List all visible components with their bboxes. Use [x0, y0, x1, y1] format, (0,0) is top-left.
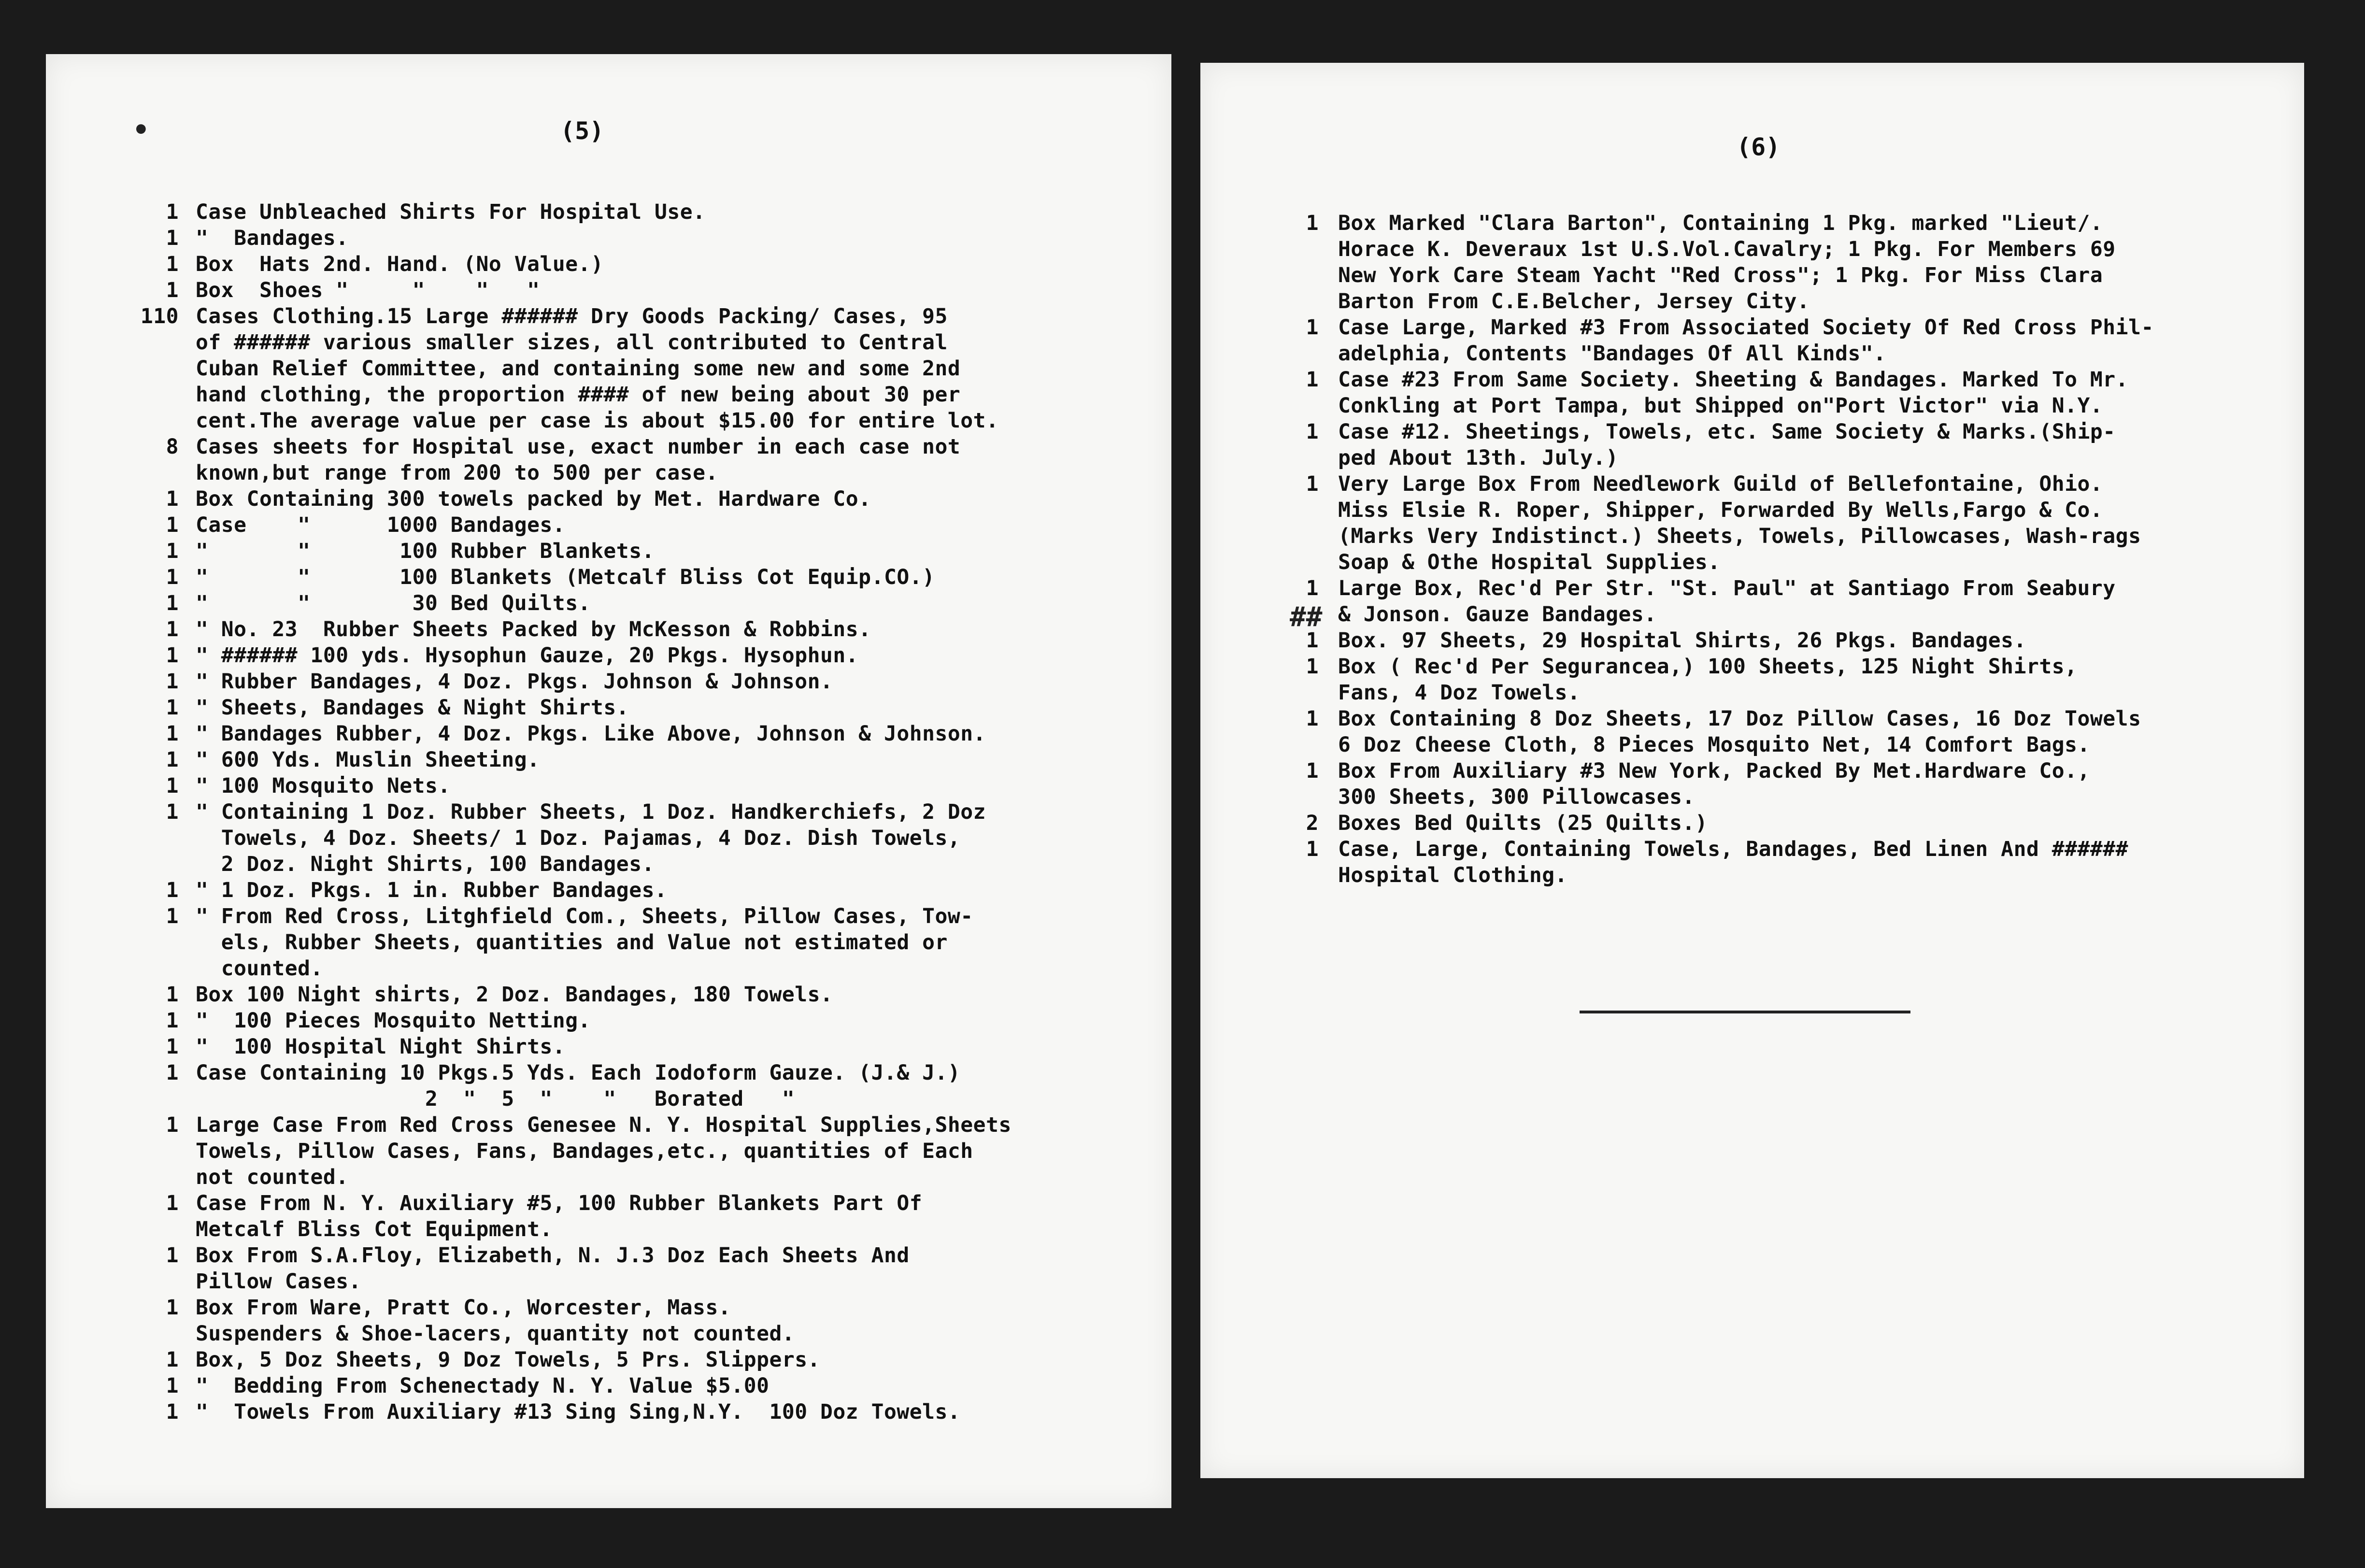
ledger-entry: [46, 669, 1171, 695]
entry-description: [196, 303, 1171, 434]
entry-line: Very Large Box From Needlework Guild of Bellefontaine, Ohio.: [1338, 472, 2103, 496]
entry-quantity: 1: [166, 278, 179, 302]
ledger-entry: [1200, 627, 2304, 654]
entry-quantity: 1: [1306, 420, 1319, 444]
entry-quantity: 1: [166, 226, 179, 250]
entry-quantity: 1: [166, 800, 179, 824]
entry-quantity: 1: [166, 774, 179, 798]
entry-description: [1338, 314, 2304, 367]
ledger-entry: [1200, 836, 2304, 888]
entry-description: [196, 1399, 1171, 1425]
ledger-entry: [46, 695, 1171, 721]
entry-quantity: 1: [166, 1400, 179, 1424]
ledger-entry: [46, 512, 1171, 538]
entry-line: Box Marked "Clara Barton", Containing 1 Pkg. marked "Lieut/.: [1338, 211, 2103, 235]
entry-quantity: 1: [1306, 211, 1319, 235]
ledger-entry: [46, 1112, 1171, 1190]
ledger-entry: [46, 773, 1171, 799]
entry-description: [196, 721, 1171, 747]
ledger-entry: [46, 1295, 1171, 1347]
entry-quantity: 1: [166, 252, 179, 276]
entry-line: Fans, 4 Doz Towels.: [1338, 681, 1581, 705]
entry-quantity: 110: [140, 304, 179, 328]
entry-line: " No. 23 Rubber Sheets Packed by McKesson & Robbins.: [196, 617, 871, 641]
entry-quantity: 1: [166, 1374, 179, 1398]
entry-line: cent.The average value per case is about $15.00 for entire lot.: [196, 409, 999, 433]
entry-description: [196, 1373, 1171, 1399]
entry-quantity: 1: [166, 878, 179, 902]
entry-description: [196, 982, 1171, 1008]
entry-quantity: 1: [1306, 707, 1319, 731]
entry-description: [1338, 758, 2304, 810]
entry-description: [196, 616, 1171, 642]
entry-line: " Containing 1 Doz. Rubber Sheets, 1 Doz. Handkerchiefs, 2 Doz: [196, 800, 986, 824]
entry-line: Soap & Othe Hospital Supplies.: [1338, 550, 1721, 574]
entry-line: " 600 Yds. Muslin Sheeting.: [196, 748, 540, 772]
entry-line: " 100 Mosquito Nets.: [196, 774, 451, 798]
entry-quantity: 1: [1306, 655, 1319, 679]
entry-quantity: 8: [166, 435, 179, 459]
entry-quantity: 1: [166, 487, 179, 511]
entry-description: [196, 512, 1171, 538]
divider-line: [1580, 1011, 1910, 1013]
entry-description: [196, 1112, 1171, 1190]
ledger-entry: [1200, 367, 2304, 419]
entry-line: ped About 13th. July.): [1338, 446, 1619, 470]
entry-quantity: 1: [1306, 472, 1319, 496]
entry-description: [1338, 627, 2304, 654]
margin-mark: ##: [1290, 601, 1323, 633]
entry-quantity: 1: [166, 1061, 179, 1085]
entry-line: Case Unbleached Shirts For Hospital Use.: [196, 200, 706, 224]
entry-line: Large Box, Rec'd Per Str. "St. Paul" at Santiago From Seabury: [1338, 576, 2116, 600]
ledger-entry: [46, 642, 1171, 669]
entry-line: Case " 1000 Bandages.: [196, 513, 566, 537]
entry-description: [196, 877, 1171, 903]
ledger-entry: [1200, 575, 2304, 627]
entry-line: Large Case From Red Cross Genesee N. Y. Hospital Supplies,Sheets: [196, 1113, 1012, 1137]
entry-line: 6 Doz Cheese Cloth, 8 Pieces Mosquito Net, 14 Comfort Bags.: [1338, 733, 2090, 757]
entry-line: " ###### 100 yds. Hysophun Gauze, 20 Pkgs. Hysophun.: [196, 643, 859, 668]
ledger-entry: [46, 486, 1171, 512]
ledger-entry: [46, 1190, 1171, 1242]
entry-description: [1338, 471, 2304, 575]
entry-quantity: 1: [1306, 576, 1319, 600]
entry-description: [196, 538, 1171, 564]
ledger-entry: [1200, 758, 2304, 810]
entry-description: [196, 486, 1171, 512]
entry-description: [1338, 367, 2304, 419]
entry-description: [196, 903, 1171, 982]
hole-mark: •: [133, 114, 149, 146]
entry-line: Case Large, Marked #3 From Associated Society Of Red Cross Phil-: [1338, 315, 2154, 340]
entry-description: [196, 773, 1171, 799]
entry-quantity: 1: [166, 748, 179, 772]
entry-quantity: 1: [166, 1009, 179, 1033]
entry-line: Box Hats 2nd. Hand. (No Value.): [196, 252, 604, 276]
entry-line: " 1 Doz. Pkgs. 1 in. Rubber Bandages.: [196, 878, 668, 902]
left-page: [46, 54, 1171, 1508]
entry-quantity: 1: [166, 983, 179, 1007]
entry-line: Towels, 4 Doz. Sheets/ 1 Doz. Pajamas, 4 Doz. Dish Towels,: [196, 826, 961, 850]
entry-description: [196, 434, 1171, 486]
entry-line: Box 100 Night shirts, 2 Doz. Bandages, 180 Towels.: [196, 983, 833, 1007]
entry-line: Box. 97 Sheets, 29 Hospital Shirts, 26 Pkgs. Bandages.: [1338, 628, 2026, 653]
ledger-entry: [46, 251, 1171, 277]
entry-quantity: 1: [166, 591, 179, 615]
right-page: [1200, 63, 2304, 1478]
entry-line: hand clothing, the proportion #### of new being about 30 per: [196, 383, 961, 407]
entry-line: Box From S.A.Floy, Elizabeth, N. J.3 Doz Each Sheets And: [196, 1243, 910, 1268]
entry-description: [1338, 706, 2304, 758]
entry-line: Metcalf Bliss Cot Equipment.: [196, 1217, 553, 1241]
entry-line: Suspenders & Shoe-lacers, quantity not counted.: [196, 1322, 795, 1346]
entry-line: " Sheets, Bandages & Night Shirts.: [196, 696, 629, 720]
entry-line: Horace K. Deveraux 1st U.S.Vol.Cavalry; 1 Pkg. For Members 69: [1338, 237, 2116, 261]
entry-description: [196, 695, 1171, 721]
ledger-entry: [46, 721, 1171, 747]
entry-description: [1338, 419, 2304, 471]
ledger-entry: [1200, 810, 2304, 836]
entry-description: [196, 1060, 1171, 1112]
entry-quantity: 1: [166, 565, 179, 589]
ledger-entry: [46, 225, 1171, 251]
entry-line: " Bedding From Schenectady N. Y. Value $5.00: [196, 1374, 769, 1398]
entry-line: Box ( Rec'd Per Segurancea,) 100 Sheets, 125 Night Shirts,: [1338, 655, 2078, 679]
entry-line: " Bandages Rubber, 4 Doz. Pkgs. Like Above, Johnson & Johnson.: [196, 722, 986, 746]
entry-quantity: 1: [166, 200, 179, 224]
entry-line: Cuban Relief Committee, and containing some new and some 2nd: [196, 356, 961, 381]
ledger-entry: [1200, 419, 2304, 471]
ledger-entry: [1200, 706, 2304, 758]
entry-line: of ###### various smaller sizes, all contributed to Central: [196, 330, 948, 355]
ledger-entry: [46, 277, 1171, 303]
entry-line: not counted.: [196, 1165, 349, 1189]
entry-line: Case #12. Sheetings, Towels, etc. Same Society & Marks.(Ship-: [1338, 420, 2116, 444]
ledger-entry: [46, 303, 1171, 434]
entry-list: [1200, 210, 2304, 888]
entry-quantity: 1: [166, 722, 179, 746]
page-number: (5): [560, 117, 604, 145]
ledger-entry: [46, 1008, 1171, 1034]
entry-line: " 100 Hospital Night Shirts.: [196, 1035, 566, 1059]
entry-quantity: 1: [166, 513, 179, 537]
entry-quantity: 1: [166, 539, 179, 563]
entry-description: [1338, 210, 2304, 314]
entry-description: [196, 277, 1171, 303]
ledger-entry: [46, 903, 1171, 982]
entry-description: [196, 564, 1171, 590]
entry-quantity: 1: [166, 670, 179, 694]
ledger-entry: [46, 982, 1171, 1008]
entry-description: [196, 642, 1171, 669]
entry-line: els, Rubber Sheets, quantities and Value not estimated or: [196, 930, 948, 955]
ledger-entry: [46, 564, 1171, 590]
entry-description: [196, 225, 1171, 251]
entry-description: [196, 1347, 1171, 1373]
entry-line: Pillow Cases.: [196, 1269, 362, 1294]
entry-line: Cases Clothing.15 Large ###### Dry Goods Packing/ Cases, 95: [196, 304, 948, 328]
ledger-entry: [1200, 654, 2304, 706]
entry-description: [1338, 654, 2304, 706]
entry-list: [46, 199, 1171, 1425]
entry-description: [196, 1008, 1171, 1034]
entry-description: [196, 1190, 1171, 1242]
entry-line: Box From Ware, Pratt Co., Worcester, Mass.: [196, 1296, 731, 1320]
entry-quantity: 1: [166, 617, 179, 641]
ledger-entry: [1200, 210, 2304, 314]
page-number: (6): [1737, 133, 1781, 161]
entry-quantity: 1: [166, 1035, 179, 1059]
entry-description: [196, 590, 1171, 616]
entry-line: " From Red Cross, Litghfield Com., Sheets, Pillow Cases, Tow-: [196, 904, 973, 928]
entry-line: " Towels From Auxiliary #13 Sing Sing,N.Y. 100 Doz Towels.: [196, 1400, 961, 1424]
ledger-entry: [46, 538, 1171, 564]
ledger-entry: [1200, 314, 2304, 367]
ledger-entry: [46, 590, 1171, 616]
entry-quantity: 1: [1306, 759, 1319, 783]
ledger-entry: [46, 1399, 1171, 1425]
entry-line: Towels, Pillow Cases, Fans, Bandages,etc., quantities of Each: [196, 1139, 973, 1163]
entry-line: known,but range from 200 to 500 per case.: [196, 461, 718, 485]
ledger-entry: [46, 1242, 1171, 1295]
entry-line: Box Containing 300 towels packed by Met. Hardware Co.: [196, 487, 871, 511]
entry-description: [196, 1034, 1171, 1060]
entry-description: [196, 669, 1171, 695]
ledger-entry: [46, 434, 1171, 486]
ledger-entry: [46, 799, 1171, 877]
entry-line: 2 " 5 " " Borated ": [196, 1087, 795, 1111]
entry-quantity: 1: [166, 1296, 179, 1320]
entry-line: " Bandages.: [196, 226, 349, 250]
entry-line: Barton From C.E.Belcher, Jersey City.: [1338, 289, 1810, 314]
entry-line: Box From Auxiliary #3 New York, Packed By Met.Hardware Co.,: [1338, 759, 2090, 783]
entry-description: [1338, 836, 2304, 888]
ledger-entry: [46, 199, 1171, 225]
entry-quantity: 1: [166, 1113, 179, 1137]
entry-line: 300 Sheets, 300 Pillowcases.: [1338, 785, 1695, 809]
entry-line: adelphia, Contents "Bandages Of All Kinds".: [1338, 342, 1886, 366]
entry-quantity: 1: [1306, 628, 1319, 653]
entry-line: " 100 Pieces Mosquito Netting.: [196, 1009, 591, 1033]
entry-line: " " 30 Bed Quilts.: [196, 591, 591, 615]
entry-quantity: 1: [166, 643, 179, 668]
entry-line: Box Shoes " " " ": [196, 278, 540, 302]
entry-line: 2 Doz. Night Shirts, 100 Bandages.: [196, 852, 655, 876]
ledger-entry: [46, 1060, 1171, 1112]
entry-description: [196, 747, 1171, 773]
entry-quantity: 1: [166, 1348, 179, 1372]
ledger-entry: [1200, 471, 2304, 575]
entry-description: [1338, 575, 2304, 627]
entry-line: Box Containing 8 Doz Sheets, 17 Doz Pillow Cases, 16 Doz Towels: [1338, 707, 2141, 731]
entry-quantity: 1: [166, 1191, 179, 1215]
entry-quantity: 1: [166, 904, 179, 928]
entry-quantity: 1: [1306, 315, 1319, 340]
entry-line: Conkling at Port Tampa, but Shipped on"Port Victor" via N.Y.: [1338, 394, 2103, 418]
ledger-entry: [46, 747, 1171, 773]
entry-line: " Rubber Bandages, 4 Doz. Pkgs. Johnson & Johnson.: [196, 670, 833, 694]
entry-line: (Marks Very Indistinct.) Sheets, Towels, Pillowcases, Wash-rags: [1338, 524, 2141, 548]
entry-line: New York Care Steam Yacht "Red Cross"; 1 Pkg. For Miss Clara: [1338, 263, 2103, 287]
entry-line: Case From N. Y. Auxiliary #5, 100 Rubber Blankets Part Of: [196, 1191, 923, 1215]
entry-line: & Jonson. Gauze Bandages.: [1338, 602, 1657, 627]
entry-line: Cases sheets for Hospital use, exact number in each case not: [196, 435, 961, 459]
entry-line: Box, 5 Doz Sheets, 9 Doz Towels, 5 Prs. Slippers.: [196, 1348, 821, 1372]
ledger-entry: [46, 1034, 1171, 1060]
entry-quantity: 1: [166, 1243, 179, 1268]
entry-description: [196, 799, 1171, 877]
entry-quantity: 1: [1306, 368, 1319, 392]
entry-line: Hospital Clothing.: [1338, 863, 1567, 887]
entry-line: " " 100 Blankets (Metcalf Bliss Cot Equip.CO.): [196, 565, 935, 589]
entry-quantity: 1: [1306, 837, 1319, 861]
entry-line: Miss Elsie R. Roper, Shipper, Forwarded By Wells,Fargo & Co.: [1338, 498, 2103, 522]
ledger-entry: [46, 1347, 1171, 1373]
entry-line: Case, Large, Containing Towels, Bandages, Bed Linen And ######: [1338, 837, 2129, 861]
entry-description: [196, 1242, 1171, 1295]
entry-line: counted.: [196, 956, 323, 981]
entry-description: [196, 251, 1171, 277]
entry-line: Case #23 From Same Society. Sheeting & Bandages. Marked To Mr.: [1338, 368, 2129, 392]
ledger-entry: [46, 616, 1171, 642]
entry-description: [1338, 810, 2304, 836]
ledger-entry: [46, 877, 1171, 903]
entry-quantity: 1: [166, 696, 179, 720]
entry-description: [196, 1295, 1171, 1347]
entry-line: " " 100 Rubber Blankets.: [196, 539, 655, 563]
entry-description: [196, 199, 1171, 225]
entry-line: Boxes Bed Quilts (25 Quilts.): [1338, 811, 1708, 835]
entry-quantity: 2: [1306, 811, 1319, 835]
entry-line: Case Containing 10 Pkgs.5 Yds. Each Iodoform Gauze. (J.& J.): [196, 1061, 961, 1085]
ledger-entry: [46, 1373, 1171, 1399]
